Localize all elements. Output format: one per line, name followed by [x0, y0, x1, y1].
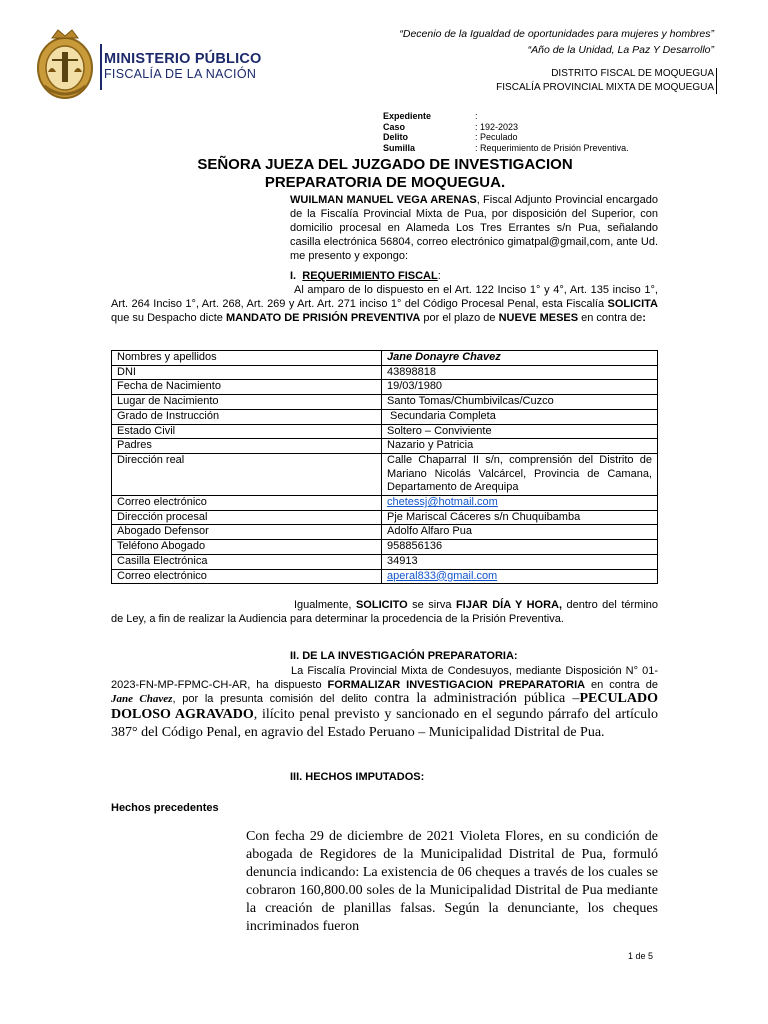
motto-line-1: “Decenio de la Igualdad de oportunidades para mujeres y hombres” — [399, 28, 714, 40]
section-1-number: I. — [290, 270, 297, 282]
table-value: Secundaria Completa — [382, 409, 658, 424]
email-link[interactable]: aperal833@gmail.com — [387, 569, 498, 582]
sol-fijar: FIJAR DÍA Y HORA, — [455, 599, 563, 611]
motto-line-2: “Año de la Unidad, La Paz Y Desarrollo” — [527, 44, 714, 56]
s2-text-3: , por la presunta comisión del delito — [172, 693, 375, 705]
prosecutor-name: WUILMAN MANUEL VEGA ARENAS — [290, 194, 477, 206]
s2-crime: PECULADO DOLOSO AGRAVADO — [111, 691, 658, 722]
table-label: Nombres y apellidos — [112, 351, 382, 366]
institution-subname: FISCALÍA DE LA NACIÓN — [104, 67, 257, 81]
meta-label: Expediente — [383, 111, 432, 121]
table-row — [112, 365, 658, 380]
table-label: Dirección procesal — [112, 510, 382, 525]
defendant-data-table — [111, 350, 658, 584]
table-value: Santo Tomas/Chumbivilcas/Cuzco — [382, 395, 658, 410]
meta-value: : Peculado — [475, 132, 518, 142]
meta-label: Sumilla — [383, 142, 416, 153]
section-2-heading: II. DE LA INVESTIGACIÓN PREPARATORIA: — [290, 650, 518, 662]
email-link[interactable]: chetessj@hotmail.com — [387, 496, 498, 509]
table-row — [112, 569, 658, 584]
table-label: Lugar de Nacimiento — [112, 395, 382, 410]
s2-text-4: contra la administración pública – — [374, 691, 580, 706]
table-row — [112, 439, 658, 454]
sol-text-3: dentro del término de Ley, a fin de realizar la Audiencia para determinar la procedencia de la Prisión Preventiva. — [111, 599, 659, 625]
s1-text-1: Al amparo de lo dispuesto en el Art. 122 Inciso 1° y 4°, Art. 135 inciso 1°, Art. 264 Inciso 1°, Art. 268, Art. 269 y Art. Art. 271 inciso 1° del Código Procesal Penal, esta Fiscalía — [111, 284, 658, 310]
table-label: Padres — [112, 439, 382, 454]
section-1-colon: : — [437, 270, 441, 282]
table-value: 43898818 — [382, 365, 658, 380]
sol-text-2: se sirva — [407, 599, 456, 611]
s2-defendant-name: Jane Chavez — [111, 693, 173, 705]
table-value: Calle Chaparral II s/n, comprensión del Distrito de Mariano Nicolás Valcárcel, Provincia de Camana, Departamento de Arequipa — [382, 453, 658, 495]
s1-text-4: en contra de — [578, 312, 643, 324]
institution-name: MINISTERIO PÚBLICO — [104, 51, 262, 67]
section-2-paragraph — [111, 664, 658, 742]
meta-value: : 192-2023 — [475, 121, 519, 132]
table-row — [112, 351, 658, 366]
s1-text-3: por el plazo de — [420, 312, 499, 324]
table-row — [112, 409, 658, 424]
s1-solicita: SOLICITA — [607, 298, 658, 310]
s1-plazo: NUEVE MESES — [498, 312, 579, 324]
section-1-paragraph — [111, 283, 658, 325]
table-value: Jane Donayre Chavez — [382, 351, 658, 366]
table-value: Nazario y Patricia — [382, 439, 658, 454]
section-3-heading: III. HECHOS IMPUTADOS: — [290, 771, 425, 783]
table-row — [112, 540, 658, 555]
table-row — [112, 424, 658, 439]
table-row — [112, 525, 658, 540]
s2-text-1: La Fiscalía Provincial Mixta de Condesuyos, mediante Disposición N° 01-2023-FN-MP-FPMC-CH-AR, ha dispuesto — [111, 665, 658, 691]
table-row — [112, 453, 658, 495]
s2-text-2: en contra de — [585, 679, 658, 691]
table-row — [112, 380, 658, 395]
table-value: 958856136 — [382, 540, 658, 555]
sol-text-1: Igualmente, — [294, 599, 356, 611]
case-metadata — [383, 111, 629, 153]
s1-text-5: : — [642, 312, 646, 324]
table-label: Correo electrónico — [112, 569, 382, 584]
table-row — [112, 395, 658, 410]
meta-value: : — [475, 111, 478, 121]
table-label: Teléfono Abogado — [112, 540, 382, 555]
document-title — [160, 156, 610, 192]
office-name: FISCALÍA PROVINCIAL MIXTA DE MOQUEGUA — [496, 82, 714, 93]
page-number: 1 de 5 — [628, 951, 654, 961]
table-value: 34913 — [382, 554, 658, 569]
table-label: Fecha de Nacimiento — [112, 380, 382, 395]
solicito-paragraph — [111, 598, 658, 626]
district-name: DISTRITO FISCAL DE MOQUEGUA — [551, 68, 714, 79]
table-label: Correo electrónico — [112, 496, 382, 511]
meta-label: Delito — [383, 132, 409, 142]
s1-mandato: MANDATO DE PRISIÓN PREVENTIVA — [225, 312, 421, 324]
table-label: DNI — [112, 365, 382, 380]
s2-formalizar: FORMALIZAR INVESTIGACION PREPARATORIA — [327, 679, 586, 691]
s1-text-2: que su Despacho dicte — [111, 312, 226, 324]
sol-solicito: SOLICITO — [355, 599, 408, 611]
table-value: 19/03/1980 — [382, 380, 658, 395]
table-value: Adolfo Alfaro Pua — [382, 525, 658, 540]
table-row — [112, 510, 658, 525]
section-1-heading — [290, 270, 441, 282]
table-row — [112, 496, 658, 511]
intro-text: , Fiscal Adjunto Provincial encargado de la Fiscalía Provincial Mixta de Pua, por disposición del Superior, con domicilio procesal en Alameda Los Tres Errantes s/n Pua, señalando casilla electrónica 56804, correo electrónico gimatpal@gmail,com, ante Ud. me presento y expongo: — [290, 194, 658, 262]
table-label: Estado Civil — [112, 424, 382, 439]
title-line-2: PREPARATORIA DE MOQUEGUA. — [264, 174, 506, 191]
section-1-title: REQUERIMIENTO FISCAL — [302, 270, 438, 282]
s2-text-5: , ilícito penal previsto y sancionado en el segundo párrafo del artículo 387° del Código Penal, en agravio del Estado Peruano – Municipalidad Distrital de Pua. — [111, 707, 658, 740]
fiscalia-emblem-icon — [34, 28, 96, 102]
table-value: Soltero – Conviviente — [382, 424, 658, 439]
facts-paragraph: Con fecha 29 de diciembre de 2021 Violeta Flores, en su condición de abogada de Regidores de la Municipalidad Distrital de Pua, formuló denuncia indicando: La existencia de 06 cheques a través de los cuales se cobraron 160,800.00 soles de la Municipalidad Distrital de Pua mediante la creación de planillas falsas. Según la denunciante, los cheques incriminados fueron — [246, 829, 658, 934]
meta-label: Caso — [383, 121, 406, 132]
title-line-1: SEÑORA JUEZA DEL JUZGADO DE INVESTIGACION — [197, 156, 573, 173]
intro-paragraph — [290, 193, 658, 263]
table-label: Grado de Instrucción — [112, 409, 382, 424]
table-label: Dirección real — [112, 453, 382, 495]
table-label: Abogado Defensor — [112, 525, 382, 540]
meta-value: : Requerimiento de Prisión Preventiva. — [475, 142, 629, 153]
table-row — [112, 554, 658, 569]
header-divider — [100, 44, 102, 90]
table-value: Pje Mariscal Cáceres s/n Chuquibamba — [382, 510, 658, 525]
header-right-bar — [716, 68, 717, 94]
section-3-subheading: Hechos precedentes — [111, 802, 219, 814]
table-label: Casilla Electrónica — [112, 554, 382, 569]
